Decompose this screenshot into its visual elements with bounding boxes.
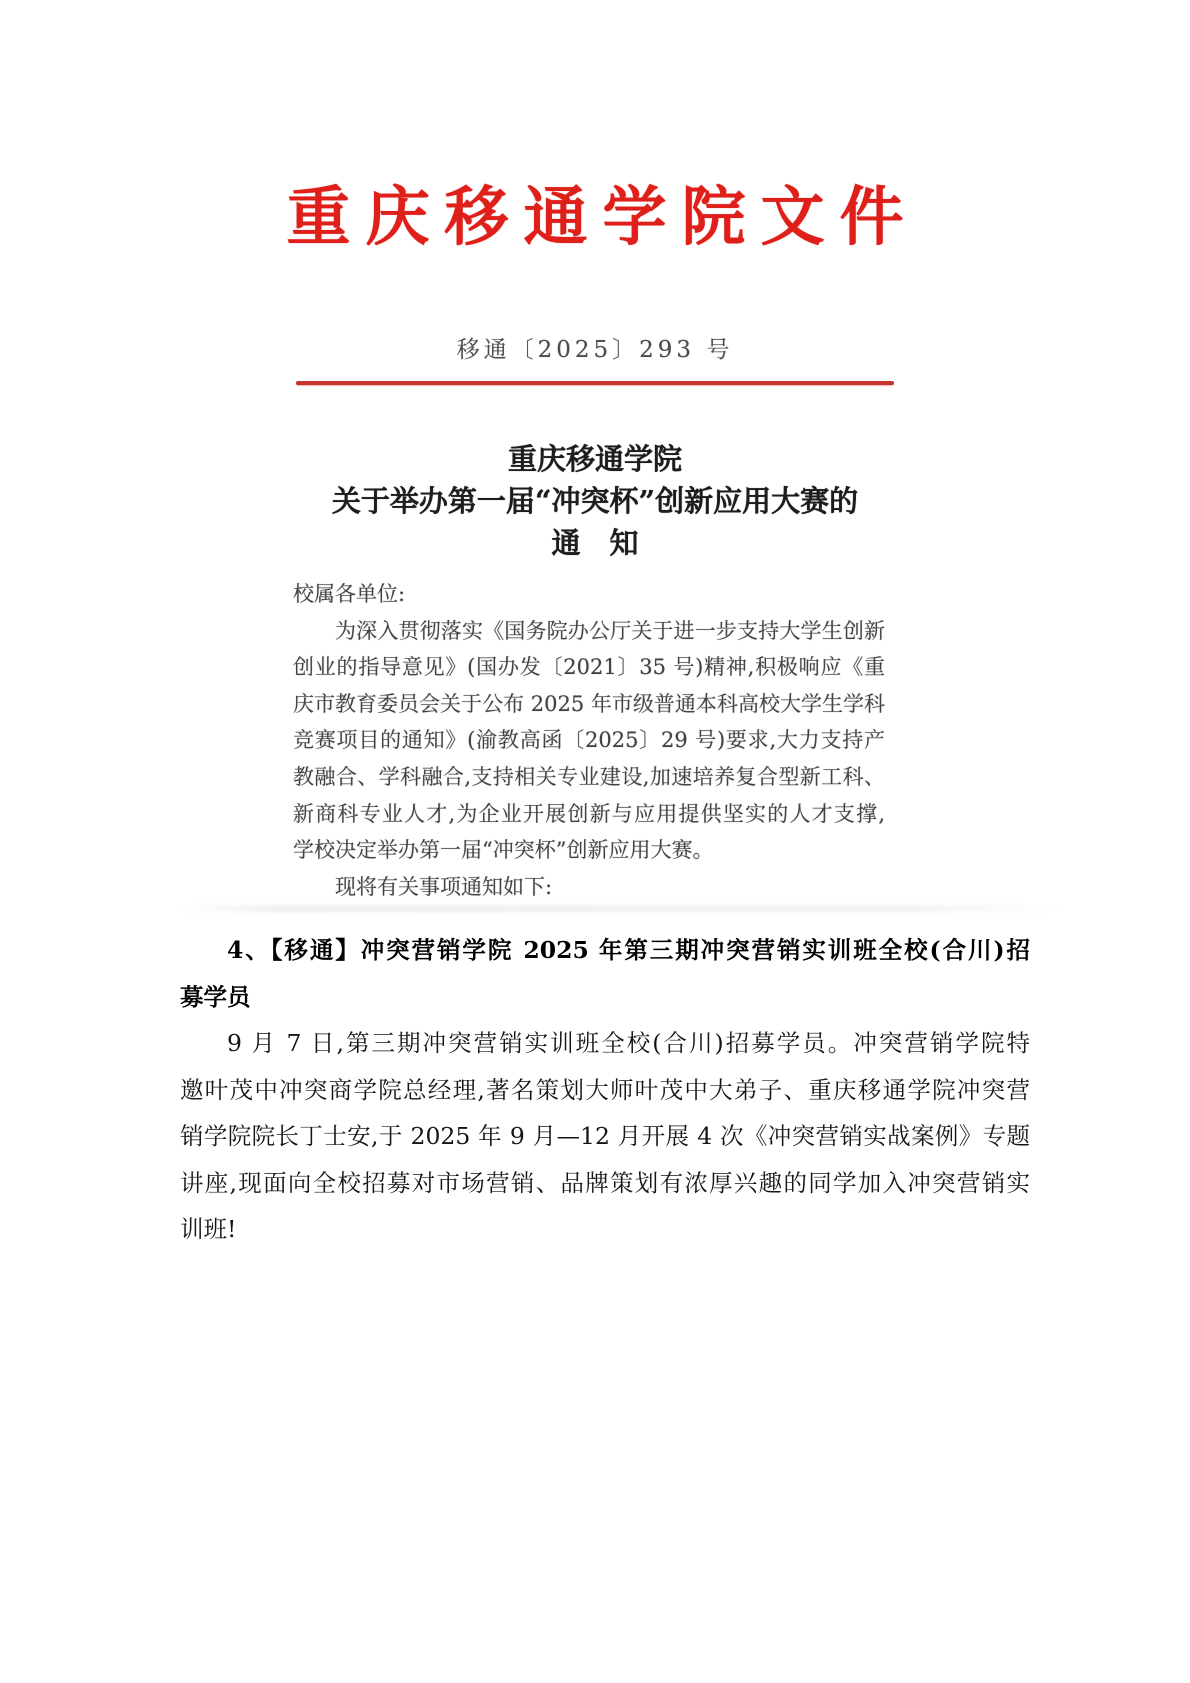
body-line: 新商科专业人才,为企业开展创新与应用提供坚实的人才支撑,: [293, 801, 885, 826]
announcement-body-line: 讲座,现面向全校招募对市场营销、品牌策划有浓厚兴趣的同学加入冲突营销实: [180, 1168, 1030, 1197]
scan-body-text: [293, 576, 885, 905]
body-line: 学校决定举办第一届“冲突杯”创新应用大赛。: [293, 838, 714, 863]
notice-title-line-1: 重庆移通学院: [507, 442, 682, 476]
body-line: 庆市教育委员会关于公布 2025 年市级普通本科高校大学生学科: [293, 691, 885, 716]
body-line: 竞赛项目的通知》(渝教高函〔2025〕29 号)要求,大力支持产: [293, 728, 885, 753]
salutation-line: 校属各单位:: [293, 582, 406, 606]
body-line: 教融合、学科融合,支持相关专业建设,加速培养复合型新工科、: [293, 764, 885, 789]
notice-title-line-2: 关于举办第一届“冲突杯”创新应用大赛的: [331, 484, 859, 518]
document-number: 移通〔2025〕293 号: [456, 337, 734, 363]
announcement-body-line: 9 月 7 日,第三期冲突营销实训班全校(合川)招募学员。冲突营销学院特: [227, 1029, 1030, 1057]
announcement-section: [180, 927, 1030, 1253]
announcement-body-line: 训班!: [180, 1215, 237, 1243]
scan-image-bottom-edge: [177, 905, 1063, 912]
red-divider-rule: [296, 381, 894, 385]
announcement-body-line: 销学院院长丁士安,于 2025 年 9 月—12 月开展 4 次《冲突营销实战案例》专题: [180, 1122, 1030, 1150]
closing-line: 现将有关事项通知如下:: [335, 874, 553, 899]
announcement-heading-line: 募学员: [180, 982, 251, 1011]
announcement-heading-line: 4、【移通】冲突营销学院 2025 年第三期冲突营销实训班全校(合川)招: [227, 936, 1030, 964]
notice-title: [0, 438, 1190, 564]
notice-title-line-3: 通 知: [551, 526, 639, 560]
body-line: 创业的指导意见》(国办发〔2021〕35 号)精神,积极响应《重: [293, 655, 885, 680]
announcement-body-line: 邀叶茂中冲突商学院总经理,著名策划大师叶茂中大弟子、重庆移通学院冲突营: [180, 1075, 1030, 1104]
body-line: 为深入贯彻落实《国务院办公厅关于进一步支持大学生创新: [335, 618, 885, 643]
letterhead-title: 重庆移通学院文件: [286, 180, 919, 255]
